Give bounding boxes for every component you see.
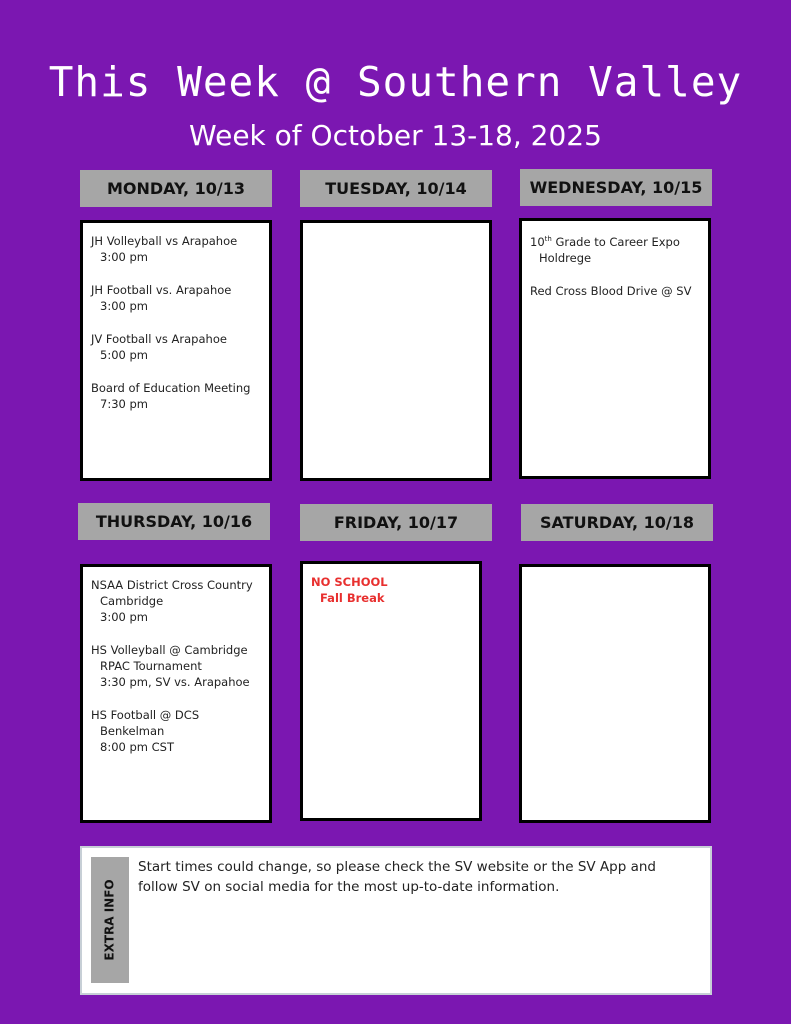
event-detail: 8:00 pm CST xyxy=(100,740,174,754)
day-header-friday: FRIDAY, 10/17 xyxy=(300,504,492,541)
day-header-tuesday: TUESDAY, 10/14 xyxy=(300,170,492,207)
day-box-wednesday xyxy=(519,218,711,479)
event-detail: 5:00 pm xyxy=(100,348,148,362)
extra-info-text: Start times could change, so please check the SV website or the SV App and follow SV on social media for the most up-to-date information. xyxy=(138,859,656,895)
event-detail: Fall Break xyxy=(320,591,385,605)
event-item xyxy=(91,642,261,690)
event-title: JV Football vs Arapahoe xyxy=(91,332,227,346)
day-box-friday xyxy=(300,561,482,821)
event-detail: 7:30 pm xyxy=(100,397,148,411)
event-detail: 3:30 pm, SV vs. Arapahoe xyxy=(100,675,250,689)
event-detail: Benkelman xyxy=(100,724,165,738)
page-subtitle: Week of October 13-18, 2025 xyxy=(189,119,602,152)
event-title: NSAA District Cross Country xyxy=(91,578,253,592)
day-header-thursday: THURSDAY, 10/16 xyxy=(78,503,270,540)
day-header-saturday: SATURDAY, 10/18 xyxy=(521,504,713,541)
event-detail: 3:00 pm xyxy=(100,299,148,313)
event-detail: RPAC Tournament xyxy=(100,659,202,673)
event-detail: Cambridge xyxy=(100,594,164,608)
event-item xyxy=(91,233,261,265)
extra-info-panel xyxy=(80,846,712,995)
event-title: JH Football vs. Arapahoe xyxy=(91,283,232,297)
event-item xyxy=(91,577,261,625)
day-box-monday xyxy=(80,220,272,481)
event-item xyxy=(530,231,700,266)
event-title: Board of Education Meeting xyxy=(91,381,251,395)
event-item xyxy=(91,707,261,755)
event-detail: 3:00 pm xyxy=(100,610,148,624)
event-title: NO SCHOOL xyxy=(311,575,388,589)
day-header-wednesday: WEDNESDAY, 10/15 xyxy=(520,169,712,206)
day-header-monday: MONDAY, 10/13 xyxy=(80,170,272,207)
event-title: JH Volleyball vs Arapahoe xyxy=(91,234,238,248)
extra-info-tab xyxy=(91,857,129,983)
day-box-tuesday xyxy=(300,220,492,481)
event-item xyxy=(91,331,261,363)
event-detail: 3:00 pm xyxy=(100,250,148,264)
event-title: Red Cross Blood Drive @ SV xyxy=(530,283,692,298)
event-item xyxy=(91,282,261,314)
event-detail: Holdrege xyxy=(539,250,592,265)
event-item xyxy=(91,380,261,412)
event-title: 10th Grade to Career Expo xyxy=(530,234,680,249)
event-item xyxy=(311,574,471,606)
event-title: HS Volleyball @ Cambridge xyxy=(91,643,248,657)
page-title: This Week @ Southern Valley xyxy=(48,58,743,106)
event-title: HS Football @ DCS xyxy=(91,708,200,722)
day-box-saturday xyxy=(519,564,711,823)
day-box-thursday xyxy=(80,564,272,823)
extra-info-label: EXTRA INFO xyxy=(103,879,117,961)
event-item xyxy=(530,283,700,299)
